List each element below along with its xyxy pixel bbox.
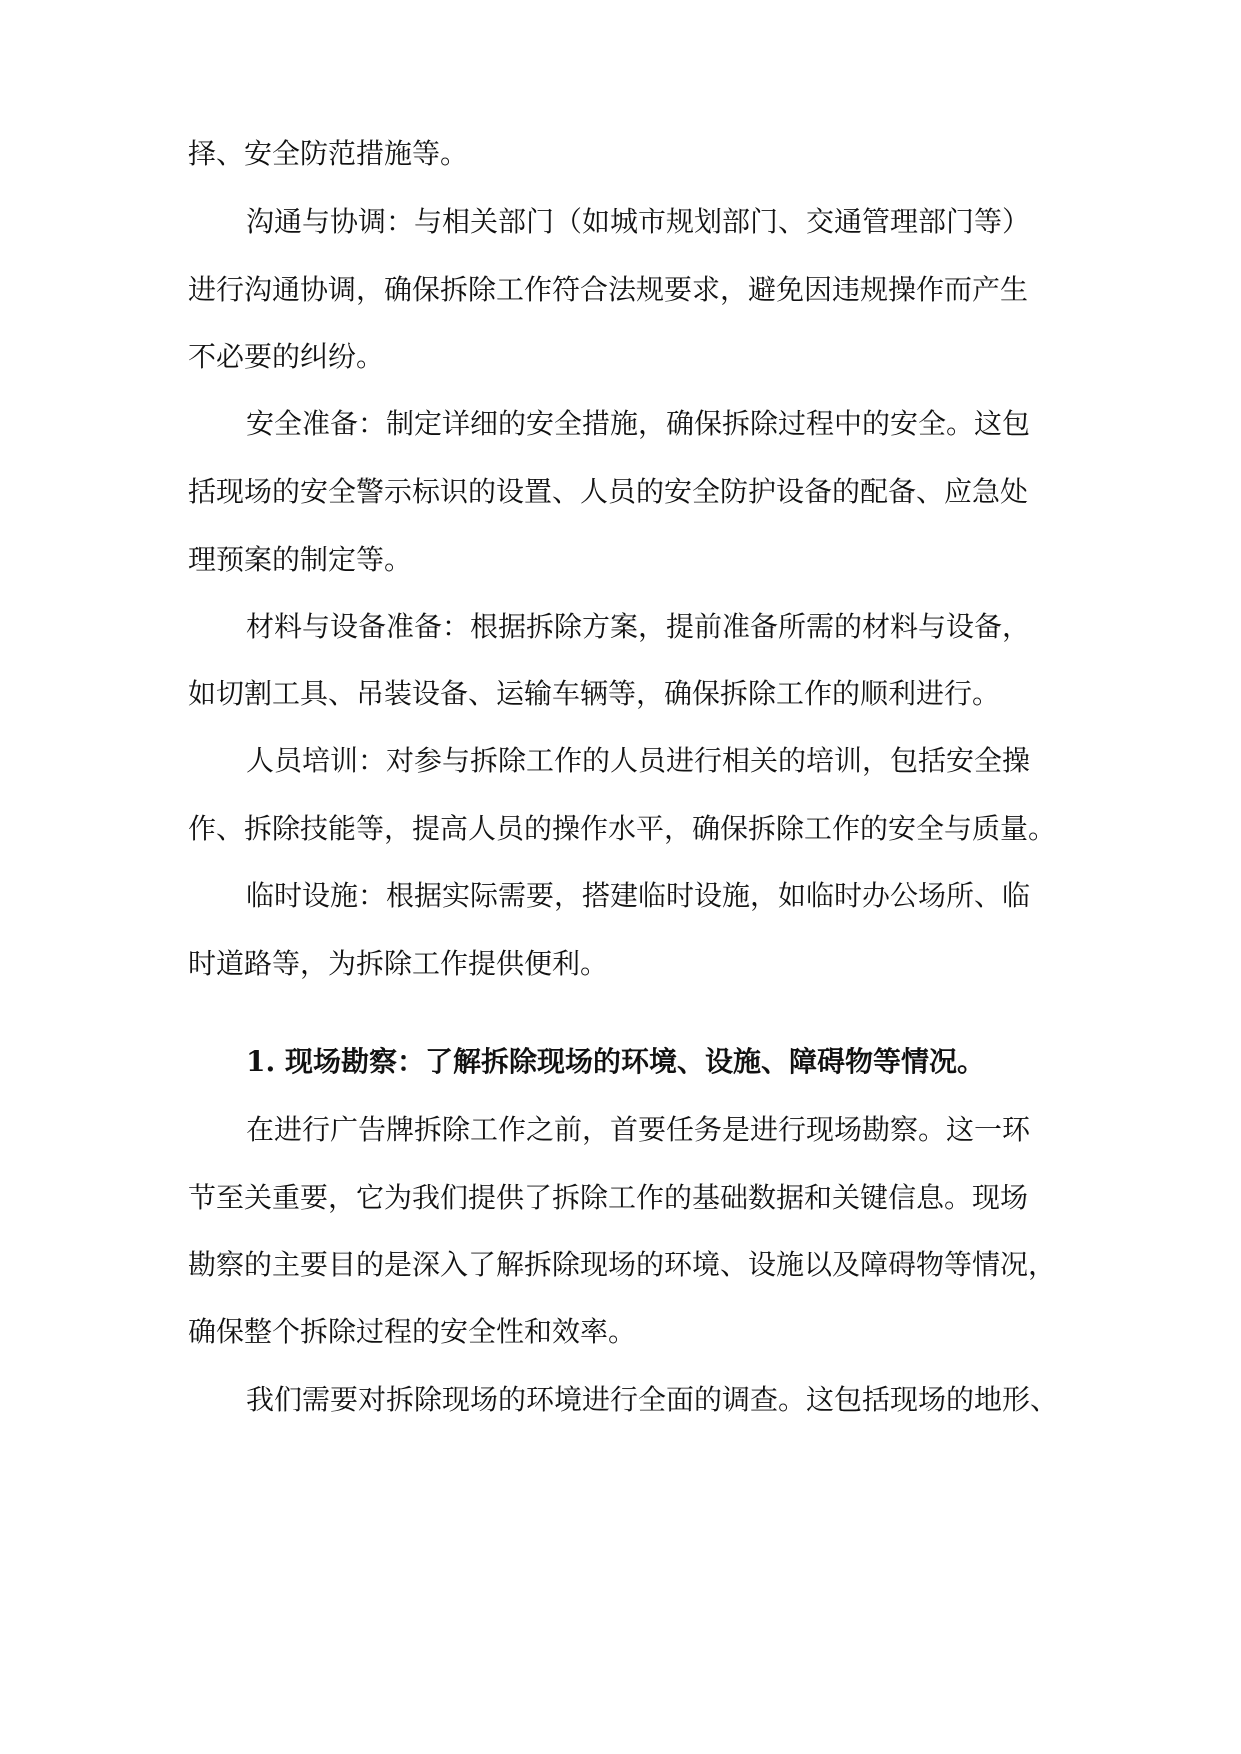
paragraph-line: 勘察的主要目的是深入了解拆除现场的环境、设施以及障碍物等情况， xyxy=(188,1248,1057,1281)
paragraph-line: 作、拆除技能等，提高人员的操作水平，确保拆除工作的安全与质量。 xyxy=(188,812,1057,845)
paragraph-line: 括现场的安全警示标识的设置、人员的安全防护设备的配备、应急处 xyxy=(188,475,1029,508)
paragraph-line: 沟通与协调：与相关部门（如城市规划部门、交通管理部门等） xyxy=(246,205,1031,238)
paragraph-line: 理预案的制定等。 xyxy=(188,543,413,576)
paragraph-line: 我们需要对拆除现场的环境进行全面的调查。这包括现场的地形、 xyxy=(246,1383,1059,1416)
section-heading: 1. 现场勘察：了解拆除现场的环境、设施、障碍物等情况。 xyxy=(246,1045,985,1078)
paragraph-line: 如切割工具、吊装设备、运输车辆等，确保拆除工作的顺利进行。 xyxy=(188,677,1001,710)
paragraph-line: 确保整个拆除过程的安全性和效率。 xyxy=(188,1315,637,1348)
paragraph-line: 时道路等，为拆除工作提供便利。 xyxy=(188,947,609,980)
paragraph-line: 择、安全防范措施等。 xyxy=(188,137,469,170)
paragraph-line: 安全准备：制定详细的安全措施，确保拆除过程中的安全。这包 xyxy=(246,407,1031,440)
paragraph-line: 进行沟通协调，确保拆除工作符合法规要求，避免因违规操作而产生 xyxy=(188,273,1029,306)
paragraph-line: 节至关重要，它为我们提供了拆除工作的基础数据和关键信息。现场 xyxy=(188,1181,1029,1214)
paragraph-line: 在进行广告牌拆除工作之前，首要任务是进行现场勘察。这一环 xyxy=(246,1113,1031,1146)
paragraph-line: 人员培训：对参与拆除工作的人员进行相关的培训，包括安全操 xyxy=(246,744,1031,777)
paragraph-line: 临时设施：根据实际需要，搭建临时设施，如临时办公场所、临 xyxy=(246,879,1031,912)
paragraph-line: 不必要的纠纷。 xyxy=(188,340,385,373)
paragraph-line: 材料与设备准备：根据拆除方案，提前准备所需的材料与设备， xyxy=(246,610,1031,643)
